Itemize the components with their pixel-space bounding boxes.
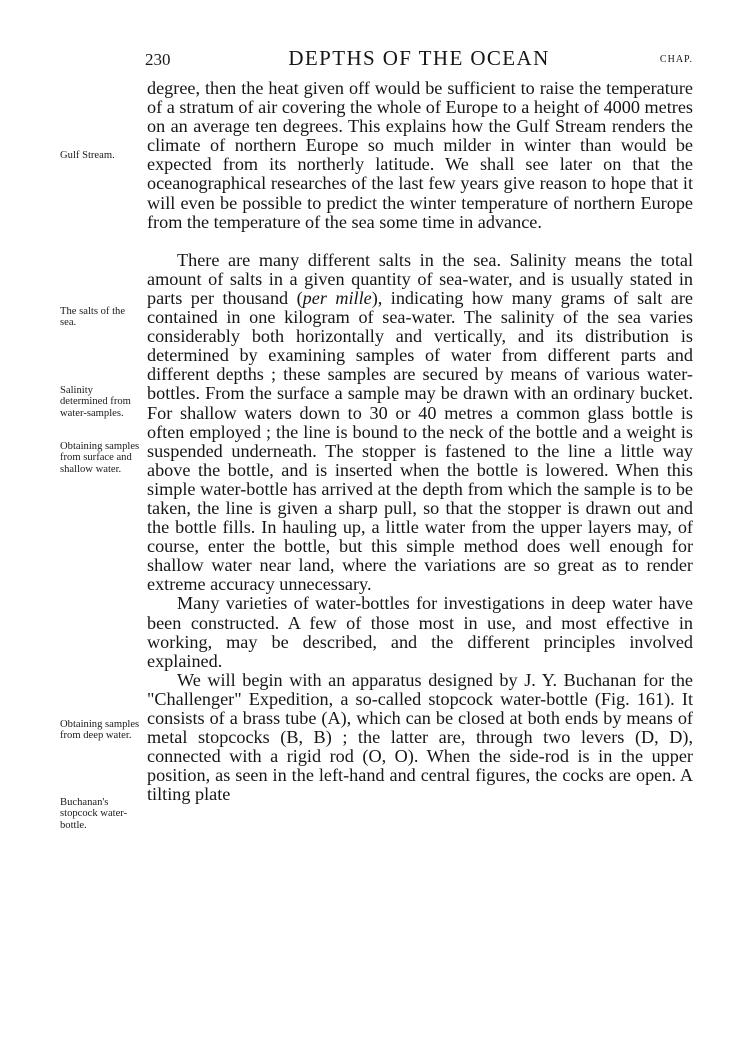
sidenote-buchanan-bottle: Buchanan's stopcock water-bottle. [60,797,128,831]
paragraph-1: degree, then the heat given off would be sufficient to raise the temperature of a stratum of air covering the whole of Europe to a height of 4000 metres on an average ten degrees. This explains how the Gulf Stream renders the climate of northern Europe so much milder in winter than would be expected from its northerly latitude. We shall see later on that the oceanographical researches of the last few years give reason to hope that it will even be possible to predict the winter temperature of northern Europe from the temperature of the sea some time in advance. [147,78,693,232]
paragraph-3: Many varieties of water-bottles for investigations in deep water have been constructed. A few of those most in use, and most effective in working, may be described, and the different principles involved explained. [147,593,693,671]
sidenote-salinity-determined: Salinity determined from water-samples. [60,385,131,419]
paragraph-2-part-1: There are many different salts in the sea. Salinity means the total amount of salts in a given quantity of sea-water, and is usually stated in parts per thousand ( [147,249,693,308]
running-title: DEPTHS OF THE OCEAN [288,46,550,70]
sidenote-salts-of-sea: The salts of the sea. [60,306,126,329]
paragraph-4: We will begin with an apparatus designed by J. Y. Buchanan for the "Challenger" Expedition, a so-called stopcock water-bottle (Fig. 161). It consists of a brass tube (A), which can be closed at both ends by means of metal stopcocks (B, B) ; the latter are, through two levers (D, D), connected with a rigid rod (O, O). When the side-rod is in the upper position, as seen in the left-hand and central figures, the cocks are open. A tilting plate [147,669,693,805]
chapter-mark: CHAP. [659,54,693,65]
paragraph-2-part-2: ), indicating how many grams of salt are contained in one kilogram of sea-water. The salinity of the sea varies considerably both horizontally and vertically, and its distribution is determined by examining samples of water from different parts and different depths ; these samples are secured by means of various water-bottles. From the surface a sample may be drawn with an ordinary bucket. For shallow waters down to 30 or 40 metres a common glass bottle is often employed ; the line is bound to the neck of the bottle and a weight is suspended underneath. The stopper is fastened to the line a little way above the bottle, and is inserted when the bottle is lowered. When this simple water-bottle has arrived at the depth from which the sample is to be taken, the line is given a sharp pull, so that the stopper is drawn out and the bottle fills. In hauling up, a little water from the upper layers may, of course, enter the bottle, but this simple method does well enough for shallow water near land, where the variations are so great as to render extreme accuracy unnecessary. [147,287,693,595]
page-number: 230 [145,50,171,69]
paragraph-2-italic: per mille [302,287,372,308]
sidenote-shallow-samples: Obtaining samples from surface and shallow water. [60,441,140,475]
sidenote-deep-samples: Obtaining samples from deep water. [60,719,140,742]
sidenote-gulf-stream: Gulf Stream. [60,150,115,161]
running-header [145,46,693,72]
body-text [147,79,693,804]
paragraph-2 [147,251,693,595]
